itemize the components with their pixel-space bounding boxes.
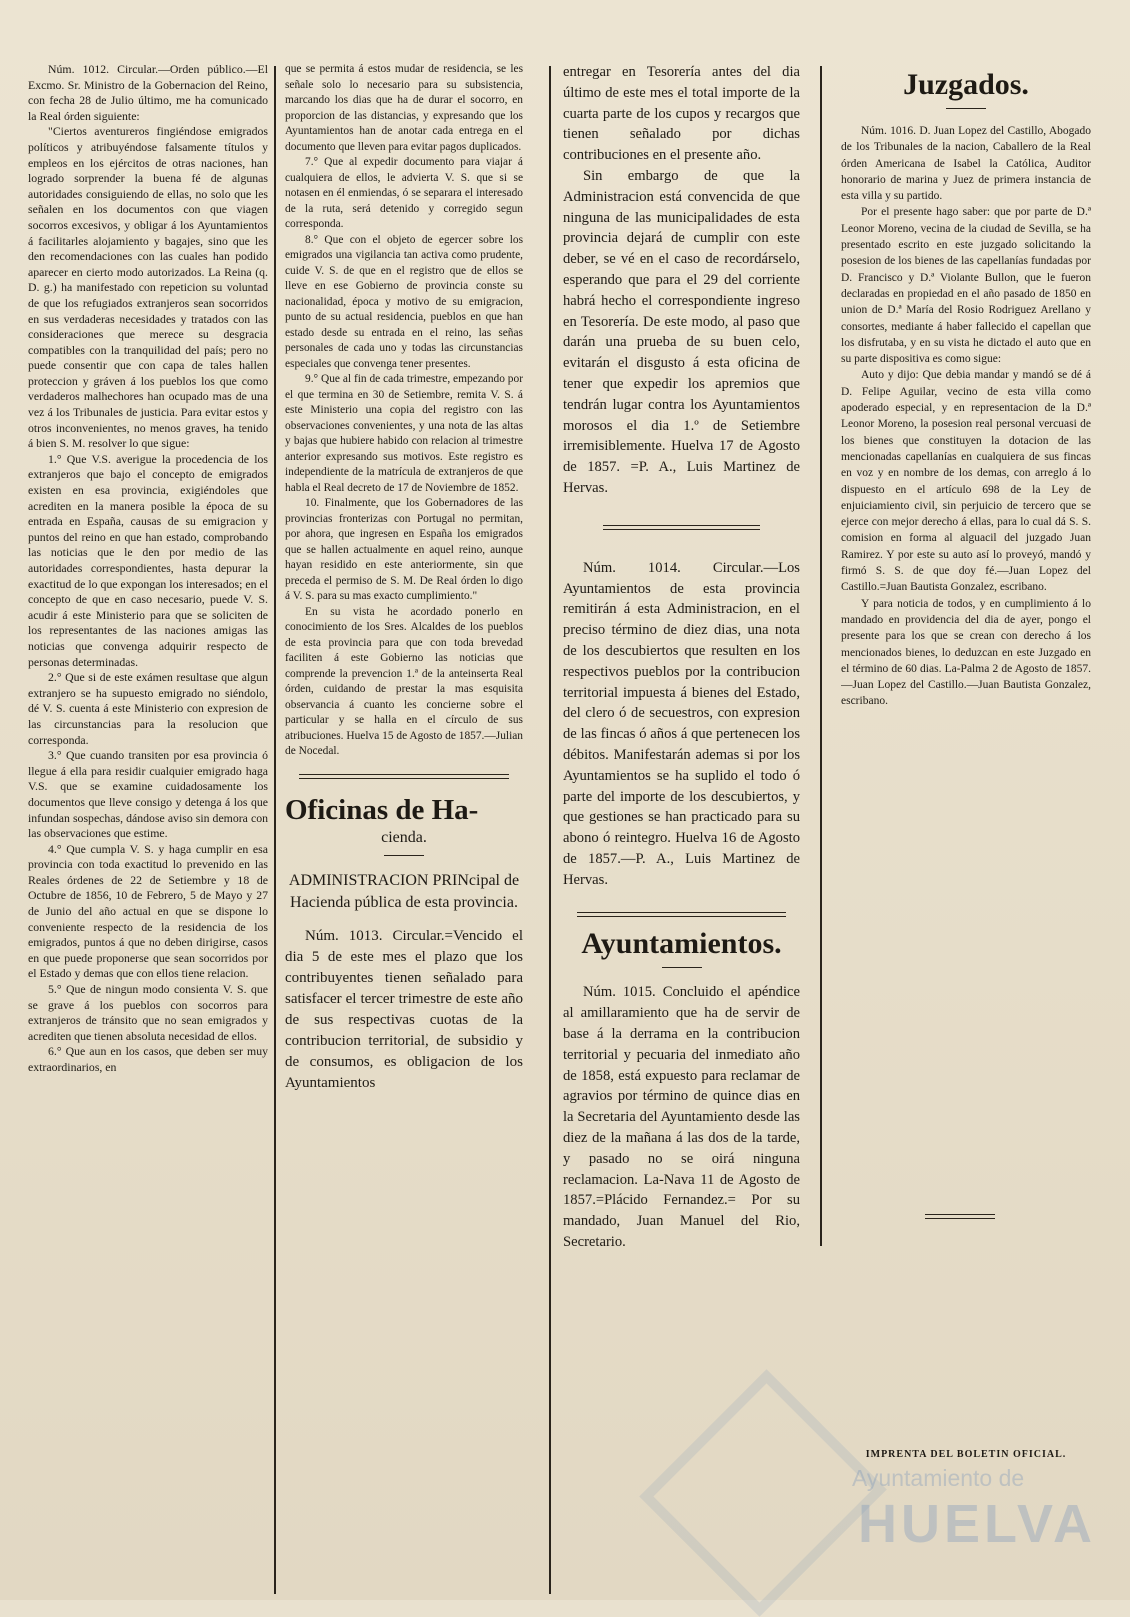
order-item-2: 2.° Que si de este exámen resultase que algun extranjero se ha supuesto emigrado no siéndolo, dé V. S. cuenta á este Ministerio con expresion de las circunstancias para la resolucion que corresponda. [28,670,268,747]
section-heading-hacienda: Oficinas de Ha- [285,793,479,826]
royal-order-text: "Ciertos aventureros fingiéndose emigrados políticos y atribuyéndose falsamente títulos y empleos en los ejércitos de otras naciones, han logrado sorprender la buena fé de algunas autoridades consiguiendo de ellas, no solo que les señalen en los documentos con que viagen socorros excesivos, y obligar á los Ayuntamientos á facilitarles alojamiento y bagajes, sino que les den recomendaciones con las cuales han podido aparecer en cierto modo autorizados. La Reina (q. D. g.) ha manifestado con repeticion su voluntad de que los refugiados extranjeros sean socorridos en sus verdaderas necesidades y tratados con las consideraciones que merece su desgracia compatibles con la tranquilidad del país; pero no puede consentir que con capa de tales hallen proteccion y gráven á los pueblos los que como verdaderos malhechores han ocupado mas de una vez á los Tribunales de justicia. Para evitar estos y otros inconvenientes, no menos graves, ha tenido á bien S. M. resolver lo que sigue: [28,124,268,451]
section-divider [299,774,509,779]
governor-resolution: En su vista he acordado ponerlo en conocimiento de los Sres. Alcaldes de los pueblos de esta provincia para que con toda brevedad faciliten á este Gobierno las noticias que comprende la prevencion 1.ª de la anteinserta Real órden, cuidando de prestar la mas esquisita observancia á cuanto les concierne sobre el particular y se halla en el círculo de sus atribuciones. Huelva 15 de Agosto de 1857.—Julian de Nocedal. [285,605,523,757]
short-rule [384,855,424,856]
article-1014: Núm. 1014. Circular.—Los Ayuntamientos de esta provincia remitirán á esta Administracion, en el preciso término de diez dias, una nota de los descubiertos que resulten en los respectivos pueblos por la contribucion territorial impuesta á bienes del Estado, del clero ó de secuestros, con expresion de las fincas ó años á que pertenecen los débitos. Manifestarán ademas si por los Ayuntamientos se ha suplido el todo ó parte del importe de los descubiertos, y que gestiones se han practicado para su abono ó reintegro. Huelva 16 de Agosto de 1857.—P. A., Luis Martinez de Hervas. [563,559,800,888]
article-1015: Núm. 1015. Concluido el apéndice al amillaramiento que ha de servir de base á la derrama en la contribucion territorial y pecuaria del inmediato año de 1858, está expuesto para reclamar de agravios por término de quince dias en la Secretaria del Ayuntamiento desde las diez de la mañana á las dos de la tarde, y pasado no se oirá ninguna reclamacion. La-Nava 11 de Agosto de 1857.=Plácido Fernandez.= Por su mandado, Juan Manuel del Rio, Secretario. [563,984,800,1251]
order-item-5: 5.° Que de ningun modo consienta V. S. que se grave á los pueblos con socorros para extranjeros de tránsito que no sean emigrados y acrediten que tienen absoluta necesidad de ellos. [28,982,268,1043]
printer-imprint: IMPRENTA DEL BOLETIN OFICIAL. [865,1449,1067,1460]
section-divider [603,525,760,530]
section-heading-hacienda-cont: cienda. [381,828,427,846]
article-1016-auto: Auto y dijo: Que debia mandar y mandó se dé á D. Felipe Aguilar, vecino de esta villa como apoderado especial, y en representacion de la D.ª Leonor Moreno, la posesion real personal vercuasi de los bienes que constituyen la dotacion de las mencionadas capellanías en cualquiera de sus fincas en voz y en nombre de los demas, con arreglo á lo dispuesto en el artículo 698 de la Ley de enjuiciamiento civil, sin perjuicio de tercero que se ejerce con mejor derecho á ellas, para lo cual dá S. S. comision en forma al alguacil del juzgado Juan Ramirez. Y por este su auto así lo proveyó, mandó y firmó S. S. de que doy fé.—Juan Lopez del Castillo.=Juan Bautista Gonzalez, escribano. [841,369,1091,594]
article-1016-header: Núm. 1016. D. Juan Lopez del Castillo, Abogado de los Tribunales de la nacion, Caballero de la Real órden Americana de Isabel la Católica, Auditor honorario de marina y Juez de primera instancia de esta villa y su partido. [841,125,1091,203]
order-item-6-cont: que se permita á estos mudar de residencia, se les señale solo lo necesario para su subsistencia, marcando los dias que ha de durar el socorro, en proporcion de las distancias, y expresando que los Ayuntamientos han de anotar cada entrega en el documento que lleven para evitar pagos duplicados. [285,63,523,153]
order-item-9: 9.° Que al fin de cada trimestre, empezando por el que termina en 30 de Setiembre, remita V. S. á este Ministerio una copia del registro con las observaciones convenientes, y una nota de las altas y bajas que hubiere habido con relacion al trimestre anterior expresando sus motivos. Este registro es independiente de la matrícula de extranjeros de que habla el Real decreto de 17 de Noviembre de 1852. [285,373,523,494]
column-rule-2 [549,66,551,1594]
article-1013: Núm. 1013. Circular.=Vencido el dia 5 de este mes el plazo que los contribuyentes tienen señalado para satisfacer el tercer trimestre de este año de sus respectivas cuotas de la contribucion territorial, de subsidio y de consumos, es obligacion de los Ayuntamientos [285,927,523,1091]
order-item-1: 1.° Que V.S. averigue la procedencia de los extranjeros que bajo el concepto de emigrados existen en esa provincia, exigiéndoles que acrediten en la manera posible la época de su entrada en España, causas de su emigracion y puntos del reino en que han estado, comprobando las noticias que le den por medio de las autoridades correspondientes, hasta depurar la exactitud de lo que expongan los interesados; en el concepto de que en caso necesario, puede V. S. acudir á este Ministerio para que se soliciten de los representantes de las naciones amigas las noticias que convenga adquirir respecto de personas determinadas. [28,451,268,669]
order-item-7: 7.° Que al expedir documento para viajar á cualquiera de ellos, le advierta V. S. que si se notasen en él enmiendas, ó se separara el interesado de la ruta, será detenido y corregido segun corresponda. [285,156,523,230]
order-item-8: 8.° Que con el objeto de egercer sobre los emigrados una vigilancia tan activa como prudente, cuide V. S. de que en el registro que de ellos se lleve en ese Gobierno de provincia conste su nacionalidad, época y motivo de su emigracion, punto de su actual residencia, pueblos en que han estado desde su entrada en el reino, las señas personales de cada uno y todas las circunstancias especiales que convenga tener presentes. [285,233,523,370]
article-1016-notice: Por el presente hago saber: que por parte de D.ª Leonor Moreno, vecina de la ciudad de Sevilla, se ha presentado escrito en este juzgado solicitando la posesion de los bienes de las capellanías fundadas por D. Francisco y D.ª Violante Bullon, que le fueron declaradas en propiedad en el año pasado de 1850 en union de D.ª María del Rosio Rodriguez Arellano y consortes, mediante á haber fallecido el capellan que los disfrutaba, y en su vista he dictado el auto que en su parte dispositiva es como sigue: [841,206,1091,366]
column-rule-3 [820,66,822,1246]
order-item-6: 6.° Que aun en los casos, que deben ser muy extraordinarios, en [28,1044,268,1074]
section-heading-juzgados: Juzgados. [903,68,1029,101]
closing-rule [925,1214,995,1219]
column-4 [841,62,1091,1588]
article-1013-cont: entregar en Tesorería antes del dia último de este mes el total importe de la cuarta parte de los cupos y recargos que tienen señalado por dichas contribuciones en el presente año. [563,64,800,164]
section-divider [577,912,786,917]
order-item-3: 3.° Que cuando transiten por esa provincia ó llegue á ella para residir cualquier emigrado haga V.S. que se examine cuidadosamente los documentos que lleve consigo y detenga á los que infundan sospechas, dándose aviso sin demora con las observaciones que estime. [28,748,268,841]
column-rule-1 [274,66,276,1594]
column-2 [285,62,523,1588]
short-rule [662,967,702,968]
administracion-subheading: ADMINISTRACION PRINcipal de Hacienda pública de esta provincia. [288,871,520,911]
column-3 [563,62,800,1588]
archive-watermark [848,1463,1108,1593]
short-rule [946,108,986,109]
order-item-4: 4.° Que cumpla V. S. y haga cumplir en esa provincia con toda exactitud lo prevenido en las Reales órdenes de 22 de Setiembre y 18 de Octubre de 1856, 10 de Febrero, 5 de Mayo y 27 de Junio del año actual en que se dispone lo conveniente respecto de la residencia de los emigrados, puntos á que no deben dirigirse, casos en que puede proponerse que sean socorridos por el Estado y demas que con ellos tiene relacion. [28,841,268,981]
watermark-line-2: HUELVA [858,1494,1096,1554]
watermark-line-1: Ayuntamiento de [852,1465,1025,1491]
article-1012-intro: Núm. 1012. Circular.—Orden público.—El Excmo. Sr. Ministro de la Gobernacion del Reino, con fecha 28 de Julio último, me ha comunicado la Real órden siguiente: [28,62,268,123]
column-1 [28,62,268,1588]
spacer [285,914,523,926]
article-1016-closing: Y para noticia de todos, y en cumplimiento á lo mandado en providencia del dia de ayer, pongo el presente para los que se crean con derecho á los mencionados bienes, lo deduzcan en este Juzgado en el término de 60 dias. La-Palma 2 de Agosto de 1857.—Juan Lopez del Castillo.—Juan Bautista Gonzalez, escribano. [841,597,1091,708]
order-item-10: 10. Finalmente, que los Gobernadores de las provincias fronterizas con Portugal no permitan, por ahora, que ingresen en España los emigrados que se hallen actualmente en aquel reino, aunque hayan residido en este anteriormente, sin que preceda el permiso de S. M. De Real órden lo digo á V. S. para su mas exacto cumplimiento." [285,497,523,602]
section-heading-ayuntamientos: Ayuntamientos. [581,927,782,961]
article-1013-body: Sin embargo de que la Administracion está convencida de que ninguna de las municipalidades de esta provincia dejará de cumplir con este deber, se vé en el caso de recordárselo, esperando que para el 29 del corriente habrá hecho el correspondiente ingreso en Tesorería. De este modo, al paso que darán una prueba de su buen celo, evitarán el disgusto á esta oficina de tener que expedir los apremios que tendrán lugar contra los Ayuntamientos morosos el dia 1.º de Setiembre irremisiblemente. Huelva 17 de Agosto de 1857. =P. A., Luis Martinez de Hervas. [563,167,800,496]
